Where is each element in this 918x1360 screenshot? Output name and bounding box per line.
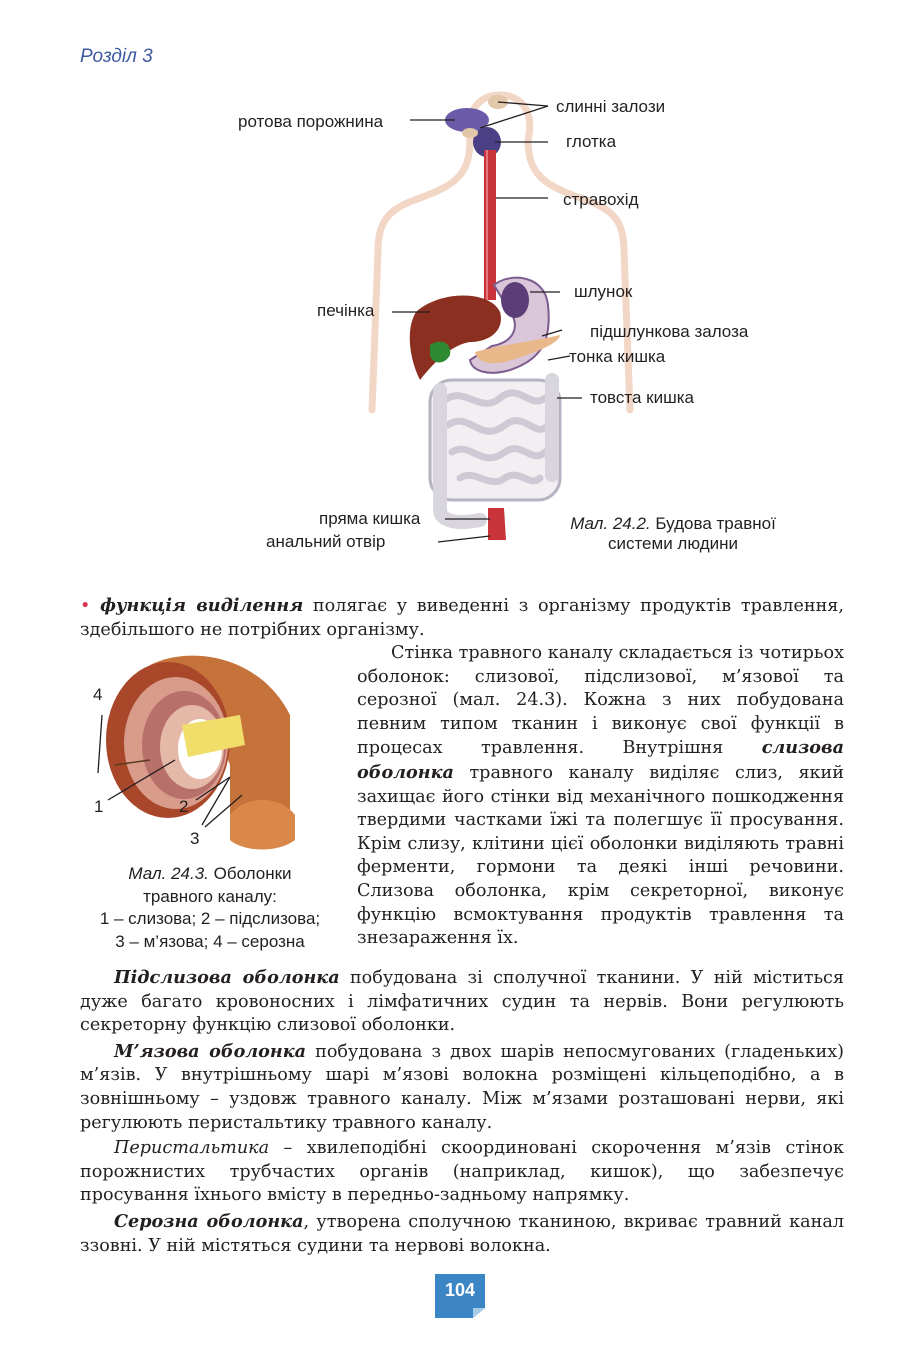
- paragraph-muscularis: [80, 1040, 844, 1135]
- term-mucosa: слизова оболонка: [357, 737, 844, 783]
- label-large-intestine: товста кишка: [590, 388, 695, 407]
- label-2: 2: [179, 797, 189, 816]
- figure2-caption-line-3: 1 – слизова; 2 – підслизова;: [99, 909, 321, 928]
- paragraph-wall-layers: [357, 642, 844, 951]
- figure-number: Мал. 24.2.: [570, 514, 651, 533]
- term-peristalsis: Перистальтика: [114, 1138, 270, 1159]
- label-oral-cavity: ротова порожнина: [238, 112, 384, 131]
- wall-text-b: травного каналу виділяє слиз, який захищає його стінки від механічного пошкодження твердими частками їжі та полегшує її просування. Крім слизу, клітини цієї оболонки виділяють травні ферменти, гормони та деякі інші речовини. Слизова оболонка, крім секреторної, виконує функцію всмоктування продуктів травлення та знезараження їх.: [357, 762, 844, 949]
- peristalsis-text: – хвилеподібні скоординовані скорочення м’язів стінок порожнистих трубчастих органів (наприклад, кишок), що забезпечує просування їхнього вмісту в передньо-задньому напрямку.: [80, 1138, 844, 1206]
- wall-layers-illustration: [80, 645, 352, 855]
- paragraph-submucosa: [80, 966, 844, 1038]
- label-liver: печінка: [317, 301, 375, 320]
- submucosa-text: побудована зі сполучної тканини. У ній міститься дуже багато кровоносних і лімфатичних судин та нервів. Вони регулюють секреторну функцію слизової оболонки.: [80, 968, 844, 1036]
- page-number: 104: [444, 1280, 476, 1300]
- caption-line-1: Будова травної: [655, 514, 776, 533]
- label-anus: анальний отвір: [266, 532, 386, 551]
- figure2-caption: [75, 863, 345, 953]
- figure2-caption-line-2: травного каналу:: [143, 886, 277, 906]
- bullet: •: [80, 596, 91, 616]
- label-1: 1: [94, 797, 104, 816]
- wall-layers-figure: [80, 645, 352, 855]
- paragraph-excretion: [80, 594, 844, 642]
- label-stomach: шлунок: [574, 282, 633, 301]
- caption-line-2: системи людини: [607, 534, 739, 553]
- digestive-system-figure: [0, 80, 918, 570]
- page-number-badge: [433, 1272, 487, 1320]
- wall-text-a: Стінка травного каналу складається із чотирьох оболонок: слизової, підслизової, м’язової та серозної (мал. 24.3). Кожна з них побудована певним типом тканин і виконує свої функції в процесах травлення. Внутрішня: [357, 643, 844, 759]
- term-muscularis: М’язова оболонка: [114, 1040, 307, 1062]
- digestive-system-illustration: [0, 80, 918, 570]
- serosa-text: , утворена сполучною тканиною, вкриває травний канал ззовні. У ній містяться судини та нервові волокна.: [80, 1211, 845, 1256]
- paragraphs-block: [80, 966, 844, 1258]
- excretion-text: полягає у виведенні з організму продуктів травлення, здебільшого не потрібних організму.: [80, 596, 844, 640]
- paragraph-serosa: [80, 1210, 844, 1258]
- label-salivary-glands: слинні залози: [556, 97, 666, 116]
- label-3: 3: [190, 829, 200, 848]
- label-rectum: пряма кишка: [319, 509, 421, 528]
- term-excretion: функція виділення: [100, 595, 304, 616]
- figure2-number: Мал. 24.3.: [128, 864, 209, 883]
- label-pharynx: глотка: [566, 132, 617, 151]
- label-pancreas: підшлункова залоза: [590, 322, 749, 341]
- label-4: 4: [93, 685, 103, 704]
- figure2-caption-line-1: Оболонки: [213, 864, 292, 883]
- figure2-caption-line-4: 3 – м’язова; 4 – серозна: [115, 931, 305, 951]
- term-serosa: Серозна оболонка: [114, 1210, 304, 1232]
- term-submucosa: Підслизова оболонка: [114, 967, 340, 988]
- label-small-intestine: тонка кишка: [569, 347, 666, 366]
- muscularis-text: побудована з двох шарів непосмугованих (гладеньких) м’язів. У внутрішньому шарі м’язові волокна розміщені кільцеподібно, а в зовнішньому – уздовж травного каналу. Між м’язами розташовані нерви, які регулюють перистальтику травного каналу.: [80, 1041, 844, 1133]
- label-esophagus: стравохід: [563, 190, 639, 209]
- paragraph-peristalsis: [80, 1137, 844, 1208]
- figure-caption: [555, 514, 791, 554]
- section-title: Розділ 3: [80, 46, 153, 67]
